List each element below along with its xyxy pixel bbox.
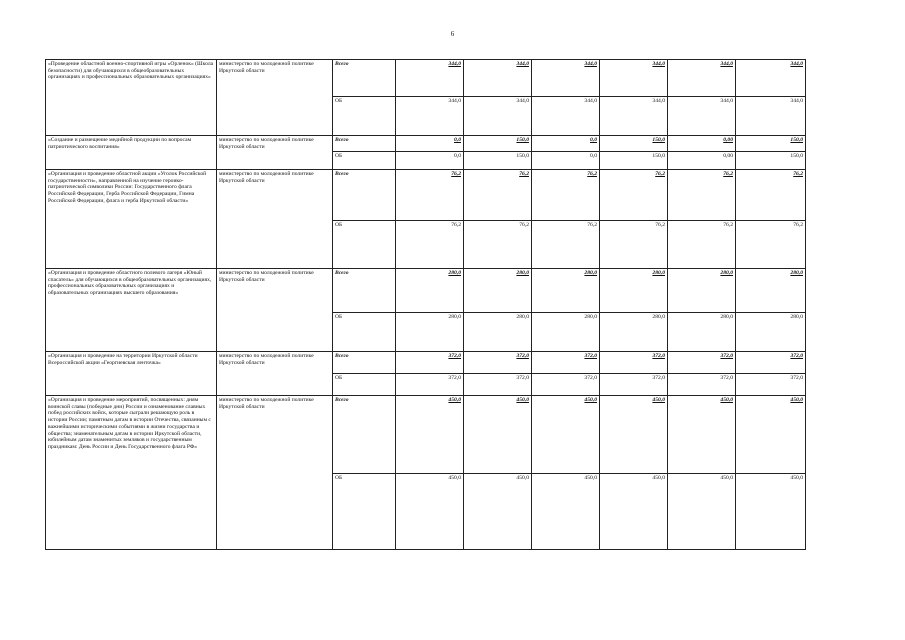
ob-value: 372,0 [736,374,806,396]
ob-value: 450,0 [396,474,464,550]
ob-value: 372,0 [396,374,464,396]
source-ob-label: ОБ [333,221,396,269]
executor: министерство по молодежной политике Иркутской области [217,396,333,550]
total-value: 450,0 [668,396,736,474]
ob-value: 0,0 [396,152,464,170]
total-value: 76,2 [396,170,464,221]
table-row [46,269,806,313]
source-total-label: Всего [333,60,396,97]
ob-value: 76,2 [736,221,806,269]
total-value: 450,0 [600,396,668,474]
ob-value: 280,0 [736,313,806,352]
ob-value: 150,0 [600,152,668,170]
total-value: 344,0 [532,60,600,97]
ob-value: 76,2 [668,221,736,269]
total-value: 280,0 [668,269,736,313]
ob-value: 450,0 [668,474,736,550]
total-value: 0,00 [668,136,736,152]
table-row [46,60,806,97]
source-total-label: Всего [333,352,396,374]
total-value: 0,0 [396,136,464,152]
ob-value: 450,0 [736,474,806,550]
ob-value: 150,0 [464,152,532,170]
total-value: 372,0 [736,352,806,374]
source-total-label: Всего [333,396,396,474]
ob-value: 344,0 [396,97,464,136]
source-total-label: Всего [333,136,396,152]
total-value: 372,0 [668,352,736,374]
executor: министерство по молодежной политике Иркутской области [217,60,333,136]
total-value: 372,0 [600,352,668,374]
total-value: 344,0 [464,60,532,97]
source-ob-label: ОБ [333,374,396,396]
event-name: «Организация и проведение мероприятий, посвященных: дням воинской славы (победные дни) России и ознаменование славных побед российских войск, которые сыграли решающую роль в истории России; памятным датам в истории Отечества, связанным с важнейшими историческими событиями в жизни государства и общества; знаменательным датам в истории Иркутской области, юбилейным датам знаменитых земляков и государственным праздникам: День России и День Государственного флага РФ» [46,396,217,550]
executor: министерство по молодежной политике Иркутской области [217,269,333,352]
ob-value: 450,0 [532,474,600,550]
executor: министерство по молодежной политике Иркутской области [217,136,333,170]
ob-value: 344,0 [668,97,736,136]
total-value: 450,0 [532,396,600,474]
total-value: 76,2 [600,170,668,221]
total-value: 76,2 [464,170,532,221]
ob-value: 372,0 [532,374,600,396]
ob-value: 450,0 [600,474,668,550]
ob-value: 280,0 [396,313,464,352]
executor: министерство по молодежной политике Иркутской области [217,352,333,396]
table-row [46,136,806,152]
ob-value: 150,0 [736,152,806,170]
ob-value: 372,0 [668,374,736,396]
event-name: «Проведение областной военно-спортивной игры «Орленок» (Школа безопасности) для обучающихся в общеобразовательных организациях и профессиональных образовательных организациях» [46,60,217,136]
total-value: 280,0 [600,269,668,313]
ob-value: 372,0 [464,374,532,396]
ob-value: 0,0 [532,152,600,170]
ob-value: 280,0 [464,313,532,352]
total-value: 344,0 [736,60,806,97]
total-value: 150,0 [736,136,806,152]
table-row [46,352,806,374]
total-value: 0,0 [532,136,600,152]
table-row [46,396,806,474]
total-value: 280,0 [396,269,464,313]
total-value: 280,0 [464,269,532,313]
event-name: «Организация и проведение на территории Иркутской области Всероссийской акции «Георгиевская ленточка» [46,352,217,396]
table-row [46,170,806,221]
ob-value: 344,0 [464,97,532,136]
ob-value: 280,0 [532,313,600,352]
event-name: «Организация и проведение областного полевого лагеря «Юный спасатель» для обучающихся в общеобразовательных организациях, профессиональных образовательных организациях и образовательных организациях высшего образования» [46,269,217,352]
budget-table [45,59,806,550]
ob-value: 76,2 [464,221,532,269]
ob-value: 344,0 [736,97,806,136]
event-name: «Организация и проведение областной акции «Уголок Российской государственности», направленной на изучение героико-патриотической символики России: Государственного флага Российской Федерации, Герба Российской Федерации, Гимна Российской Федерации, флага и герба Иркутской области» [46,170,217,269]
total-value: 76,2 [736,170,806,221]
ob-value: 76,2 [600,221,668,269]
source-total-label: Всего [333,269,396,313]
total-value: 280,0 [736,269,806,313]
source-total-label: Всего [333,170,396,221]
source-ob-label: ОБ [333,152,396,170]
total-value: 150,0 [464,136,532,152]
total-value: 450,0 [396,396,464,474]
total-value: 344,0 [600,60,668,97]
ob-value: 76,2 [532,221,600,269]
source-ob-label: ОБ [333,474,396,550]
total-value: 344,0 [668,60,736,97]
ob-value: 372,0 [600,374,668,396]
source-ob-label: ОБ [333,97,396,136]
ob-value: 280,0 [600,313,668,352]
total-value: 450,0 [464,396,532,474]
page-number: 6 [450,30,455,38]
total-value: 372,0 [532,352,600,374]
ob-value: 450,0 [464,474,532,550]
ob-value: 0,00 [668,152,736,170]
ob-value: 280,0 [668,313,736,352]
total-value: 76,2 [532,170,600,221]
ob-value: 344,0 [532,97,600,136]
executor: министерство по молодежной политике Иркутской области [217,170,333,269]
ob-value: 344,0 [600,97,668,136]
ob-value: 76,2 [396,221,464,269]
total-value: 450,0 [736,396,806,474]
source-ob-label: ОБ [333,313,396,352]
total-value: 280,0 [532,269,600,313]
total-value: 372,0 [464,352,532,374]
total-value: 344,0 [396,60,464,97]
total-value: 372,0 [396,352,464,374]
event-name: «Создание и размещение медийной продукции по вопросам патриотического воспитания» [46,136,217,170]
total-value: 76,2 [668,170,736,221]
total-value: 150,0 [600,136,668,152]
